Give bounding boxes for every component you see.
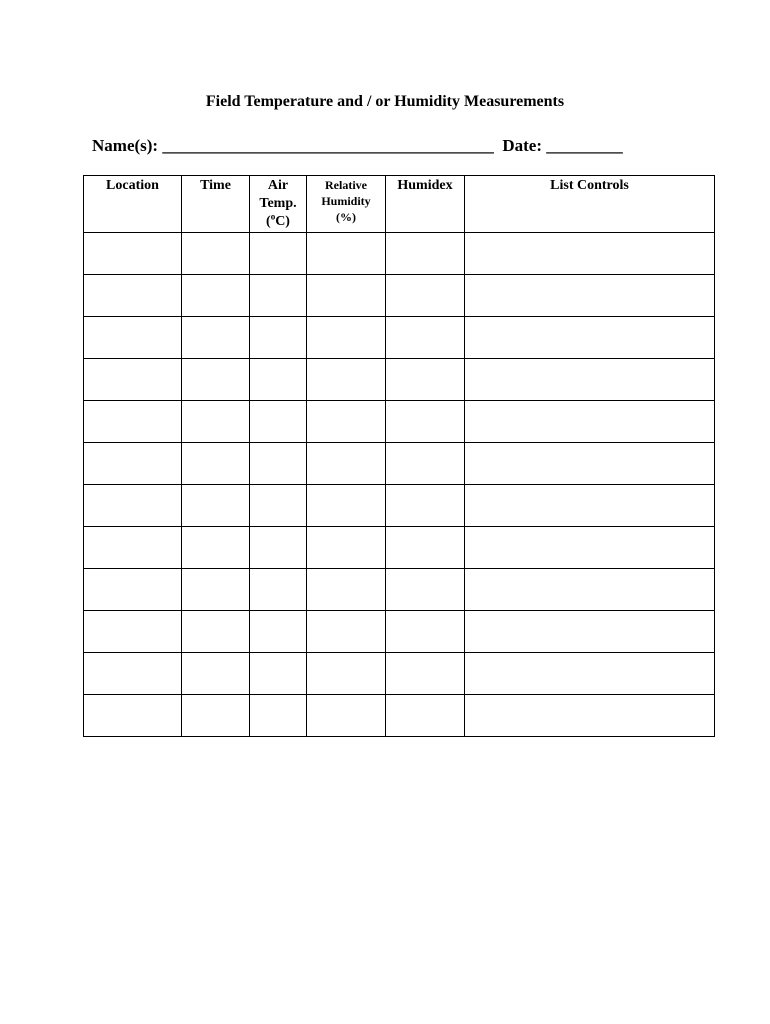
- cell-location[interactable]: [84, 233, 182, 275]
- cell-location[interactable]: [84, 359, 182, 401]
- table-row: [84, 359, 715, 401]
- measurements-table: [83, 175, 715, 737]
- cell-relative-humidity[interactable]: [307, 695, 386, 737]
- date-blank: _________: [546, 136, 623, 155]
- cell-humidex[interactable]: [386, 485, 465, 527]
- cell-relative-humidity[interactable]: [307, 653, 386, 695]
- cell-location[interactable]: [84, 611, 182, 653]
- cell-air-temp[interactable]: [250, 359, 307, 401]
- cell-relative-humidity[interactable]: [307, 317, 386, 359]
- cell-relative-humidity[interactable]: [307, 485, 386, 527]
- cell-air-temp[interactable]: [250, 569, 307, 611]
- cell-air-temp[interactable]: [250, 611, 307, 653]
- cell-humidex[interactable]: [386, 653, 465, 695]
- degree-symbol: o: [270, 211, 276, 222]
- date-label: Date:: [502, 136, 542, 155]
- form-title: Field Temperature and / or Humidity Measurements: [205, 93, 565, 110]
- cell-humidex[interactable]: [386, 569, 465, 611]
- cell-time[interactable]: [182, 359, 250, 401]
- cell-humidex[interactable]: [386, 359, 465, 401]
- cell-time[interactable]: [182, 233, 250, 275]
- cell-air-temp[interactable]: [250, 275, 307, 317]
- table-row: [84, 653, 715, 695]
- cell-relative-humidity[interactable]: [307, 443, 386, 485]
- cell-time[interactable]: [182, 653, 250, 695]
- cell-list-controls[interactable]: [465, 653, 715, 695]
- cell-location[interactable]: [84, 695, 182, 737]
- cell-location[interactable]: [84, 317, 182, 359]
- cell-list-controls[interactable]: [465, 569, 715, 611]
- cell-time[interactable]: [182, 611, 250, 653]
- cell-location[interactable]: [84, 569, 182, 611]
- table-row: [84, 233, 715, 275]
- cell-air-temp[interactable]: [250, 485, 307, 527]
- cell-humidex[interactable]: [386, 317, 465, 359]
- table-row: [84, 527, 715, 569]
- cell-list-controls[interactable]: [465, 611, 715, 653]
- cell-list-controls[interactable]: [465, 359, 715, 401]
- header-location: Location: [84, 176, 182, 233]
- cell-time[interactable]: [182, 695, 250, 737]
- header-relative-humidity: Relative Humidity (%): [307, 176, 386, 233]
- cell-relative-humidity[interactable]: [307, 359, 386, 401]
- cell-air-temp[interactable]: [250, 233, 307, 275]
- cell-list-controls[interactable]: [465, 317, 715, 359]
- names-label: Name(s):: [92, 136, 159, 155]
- cell-relative-humidity[interactable]: [307, 401, 386, 443]
- header-air-temp: Air Temp. ($^o$C): [250, 176, 307, 233]
- cell-location[interactable]: [84, 485, 182, 527]
- names-date-line: [92, 136, 623, 156]
- table-row: [84, 275, 715, 317]
- header-time: Time: [182, 176, 250, 233]
- cell-location[interactable]: [84, 443, 182, 485]
- cell-list-controls[interactable]: [465, 233, 715, 275]
- table-row: [84, 401, 715, 443]
- cell-air-temp[interactable]: [250, 401, 307, 443]
- cell-list-controls[interactable]: [465, 275, 715, 317]
- cell-location[interactable]: [84, 275, 182, 317]
- cell-time[interactable]: [182, 401, 250, 443]
- cell-list-controls[interactable]: [465, 485, 715, 527]
- cell-humidex[interactable]: [386, 233, 465, 275]
- cell-relative-humidity[interactable]: [307, 611, 386, 653]
- cell-location[interactable]: [84, 401, 182, 443]
- cell-humidex[interactable]: [386, 401, 465, 443]
- cell-relative-humidity[interactable]: [307, 527, 386, 569]
- cell-air-temp[interactable]: [250, 527, 307, 569]
- cell-relative-humidity[interactable]: [307, 233, 386, 275]
- table-row: [84, 611, 715, 653]
- table-row: [84, 317, 715, 359]
- cell-humidex[interactable]: [386, 611, 465, 653]
- cell-list-controls[interactable]: [465, 443, 715, 485]
- cell-location[interactable]: [84, 527, 182, 569]
- cell-list-controls[interactable]: [465, 527, 715, 569]
- table-row: [84, 443, 715, 485]
- cell-humidex[interactable]: [386, 275, 465, 317]
- header-list-controls: List Controls: [465, 176, 715, 233]
- cell-list-controls[interactable]: [465, 401, 715, 443]
- cell-air-temp[interactable]: [250, 443, 307, 485]
- cell-location[interactable]: [84, 653, 182, 695]
- cell-time[interactable]: [182, 443, 250, 485]
- cell-air-temp[interactable]: [250, 695, 307, 737]
- table-body: [84, 233, 715, 737]
- header-humidex: Humidex: [386, 176, 465, 233]
- table-row: [84, 485, 715, 527]
- table-row: [84, 569, 715, 611]
- cell-time[interactable]: [182, 569, 250, 611]
- cell-time[interactable]: [182, 317, 250, 359]
- cell-time[interactable]: [182, 275, 250, 317]
- cell-humidex[interactable]: [386, 695, 465, 737]
- cell-list-controls[interactable]: [465, 695, 715, 737]
- cell-humidex[interactable]: [386, 443, 465, 485]
- cell-relative-humidity[interactable]: [307, 569, 386, 611]
- cell-relative-humidity[interactable]: [307, 275, 386, 317]
- header-row: [84, 176, 715, 233]
- names-blank: _______________________________________: [162, 136, 494, 155]
- cell-humidex[interactable]: [386, 527, 465, 569]
- cell-air-temp[interactable]: [250, 317, 307, 359]
- cell-air-temp[interactable]: [250, 653, 307, 695]
- cell-time[interactable]: [182, 527, 250, 569]
- table-row: [84, 695, 715, 737]
- cell-time[interactable]: [182, 485, 250, 527]
